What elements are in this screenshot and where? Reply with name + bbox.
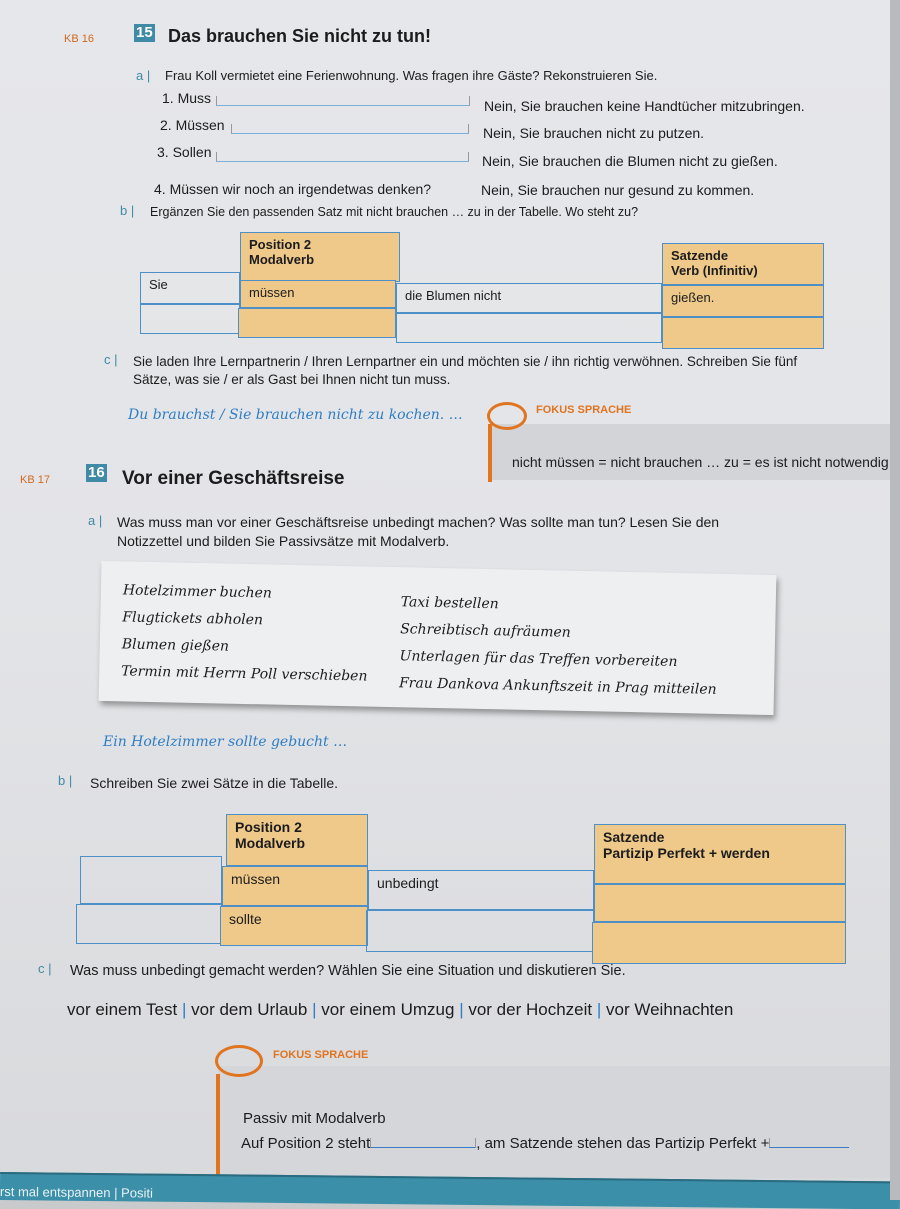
focus-line-2 xyxy=(241,1135,849,1152)
situation: vor der Hochzeit xyxy=(468,1000,593,1019)
separator: | xyxy=(181,1000,187,1019)
note-item: Frau Dankova Ankunftszeit in Prag mitteilen xyxy=(398,675,717,698)
speech-bubble-icon xyxy=(215,1045,263,1077)
notes-right xyxy=(399,589,719,704)
answer-blank[interactable] xyxy=(231,124,469,134)
header-position-2: Position 2 Modalverb xyxy=(226,814,368,866)
focus-text: nicht müssen = nicht brauchen … zu = es ist nicht notwendig xyxy=(512,454,889,470)
focus-line-1: Passiv mit Modalverb xyxy=(243,1110,386,1127)
answer-2: Nein, Sie brauchen nicht zu putzen. xyxy=(483,125,705,141)
answer-blank[interactable] xyxy=(216,96,470,106)
header-satzende: Satzende Partizip Perfekt + werden xyxy=(594,824,846,884)
table-cell-empty[interactable] xyxy=(592,922,846,964)
question-1: 1. Muss xyxy=(162,90,212,106)
instruction: Was muss unbedingt gemacht werden? Wählen Sie eine Situation und diskutieren Sie. xyxy=(70,963,626,979)
instruction: Was muss man vor einer Geschäftsreise unbedingt machen? Was sollte man tun? Lesen Sie den Notizzettel und bilden Sie Passivsätze mit Modalverb. xyxy=(117,514,720,549)
separator: | xyxy=(312,1000,317,1019)
answer-4: Nein, Sie brauchen nur gesund zu kommen. xyxy=(481,182,755,198)
table-cell-empty[interactable] xyxy=(396,313,662,343)
focus-text: , am Satzende stehen das Partizip Perfekt + xyxy=(476,1135,770,1152)
part-label: b | xyxy=(120,203,135,218)
answer-blank[interactable] xyxy=(370,1138,476,1148)
exercise-number: 16 xyxy=(88,464,105,481)
note-item: Schreibtisch aufräumen xyxy=(400,621,571,641)
note-item: Flugtickets abholen xyxy=(122,609,264,629)
separator: | xyxy=(596,1000,602,1019)
focus-text: Auf Position 2 steht xyxy=(241,1135,371,1152)
table-cell-empty[interactable] xyxy=(366,910,594,952)
table-cell: Sie xyxy=(140,272,240,304)
table-cell-empty[interactable] xyxy=(662,317,824,349)
table-cell-empty[interactable] xyxy=(140,304,240,334)
situation: vor dem Urlaub xyxy=(191,1000,308,1019)
table-cell-empty[interactable] xyxy=(594,884,846,922)
exercise-title: Das brauchen Sie nicht zu tun! xyxy=(168,26,432,46)
answer-1: Nein, Sie brauchen keine Handtücher mitzubringen. xyxy=(484,98,805,114)
exercise-title: Vor einer Geschäftsreise xyxy=(122,468,345,489)
table-cell: gießen. xyxy=(662,285,824,317)
notes-left xyxy=(121,577,369,690)
table-cell-empty[interactable] xyxy=(76,904,222,944)
note-item: Taxi bestellen xyxy=(400,594,499,613)
focus-box xyxy=(490,424,900,480)
answer-3: Nein, Sie brauchen die Blumen nicht zu gießen. xyxy=(482,153,778,169)
instruction: Frau Koll vermietet eine Ferienwohnung. Was fragen ihre Gäste? Rekonstruieren Sie. xyxy=(165,68,658,83)
question-2: 2. Müssen xyxy=(160,117,225,133)
focus-title: FOKUS SPRACHE xyxy=(536,404,632,416)
focus-bar xyxy=(488,424,492,482)
situation: vor Weihnachten xyxy=(606,1000,734,1019)
table-cell: müssen xyxy=(240,280,396,308)
part-label: a | xyxy=(88,513,103,528)
answer-blank[interactable] xyxy=(216,152,469,162)
table-cell: unbedingt xyxy=(368,870,594,910)
answer-blank[interactable] xyxy=(769,1138,849,1148)
header-satzende: Satzende Verb (Infinitiv) xyxy=(662,243,824,285)
situation: vor einem Test xyxy=(67,1000,178,1019)
part-label: b | xyxy=(58,773,73,788)
part-label: c | xyxy=(104,352,118,367)
note-item: Hotelzimmer buchen xyxy=(122,582,273,602)
table-cell: müssen xyxy=(222,866,368,906)
note-item: Termin mit Herrn Poll verschieben xyxy=(121,663,368,685)
instruction: Schreiben Sie zwei Sätze in die Tabelle. xyxy=(90,775,339,791)
kb-reference: KB 16 xyxy=(64,33,94,45)
exercise-number: 15 xyxy=(136,24,153,41)
instruction: Sie laden Ihre Lernpartnerin / Ihren Lernpartner ein und möchten sie / ihn richtig verwöhnen. Schreiben Sie fünf Sätze, was sie / er als Gast bei Ihnen nicht tun muss. xyxy=(133,354,798,387)
notepad xyxy=(99,561,777,715)
instruction: Ergänzen Sie den passenden Satz mit nicht brauchen … zu in der Tabelle. Wo steht zu? xyxy=(150,205,639,219)
question-3: 3. Sollen xyxy=(157,144,212,160)
footer-text: rst mal entspannen | Positi xyxy=(0,1184,153,1201)
table-cell-empty[interactable] xyxy=(80,856,222,904)
situation-list xyxy=(67,1000,733,1020)
focus-title: FOKUS SPRACHE xyxy=(273,1049,369,1061)
part-label: a | xyxy=(136,68,151,83)
separator: | xyxy=(459,1000,464,1019)
situation: vor einem Umzug xyxy=(321,1000,455,1019)
kb-reference: KB 17 xyxy=(20,474,50,486)
table-cell: sollte xyxy=(220,906,368,946)
speech-bubble-icon xyxy=(487,402,527,430)
header-position-2: Position 2 Modalverb xyxy=(240,232,400,282)
example-sentence: Du brauchst / Sie brauchen nicht zu kochen. … xyxy=(128,407,463,423)
page-edge xyxy=(890,0,900,1200)
table-cell-empty[interactable] xyxy=(238,308,396,338)
note-item: Unterlagen für das Treffen vorbereiten xyxy=(399,648,678,671)
example-sentence: Ein Hotelzimmer sollte gebucht … xyxy=(103,734,348,750)
table-cell: die Blumen nicht xyxy=(396,283,662,313)
part-label: c | xyxy=(38,961,52,976)
focus-bar xyxy=(216,1074,220,1180)
question-4: 4. Müssen wir noch an irgendetwas denken? xyxy=(154,181,432,197)
note-item: Blumen gießen xyxy=(121,636,230,655)
